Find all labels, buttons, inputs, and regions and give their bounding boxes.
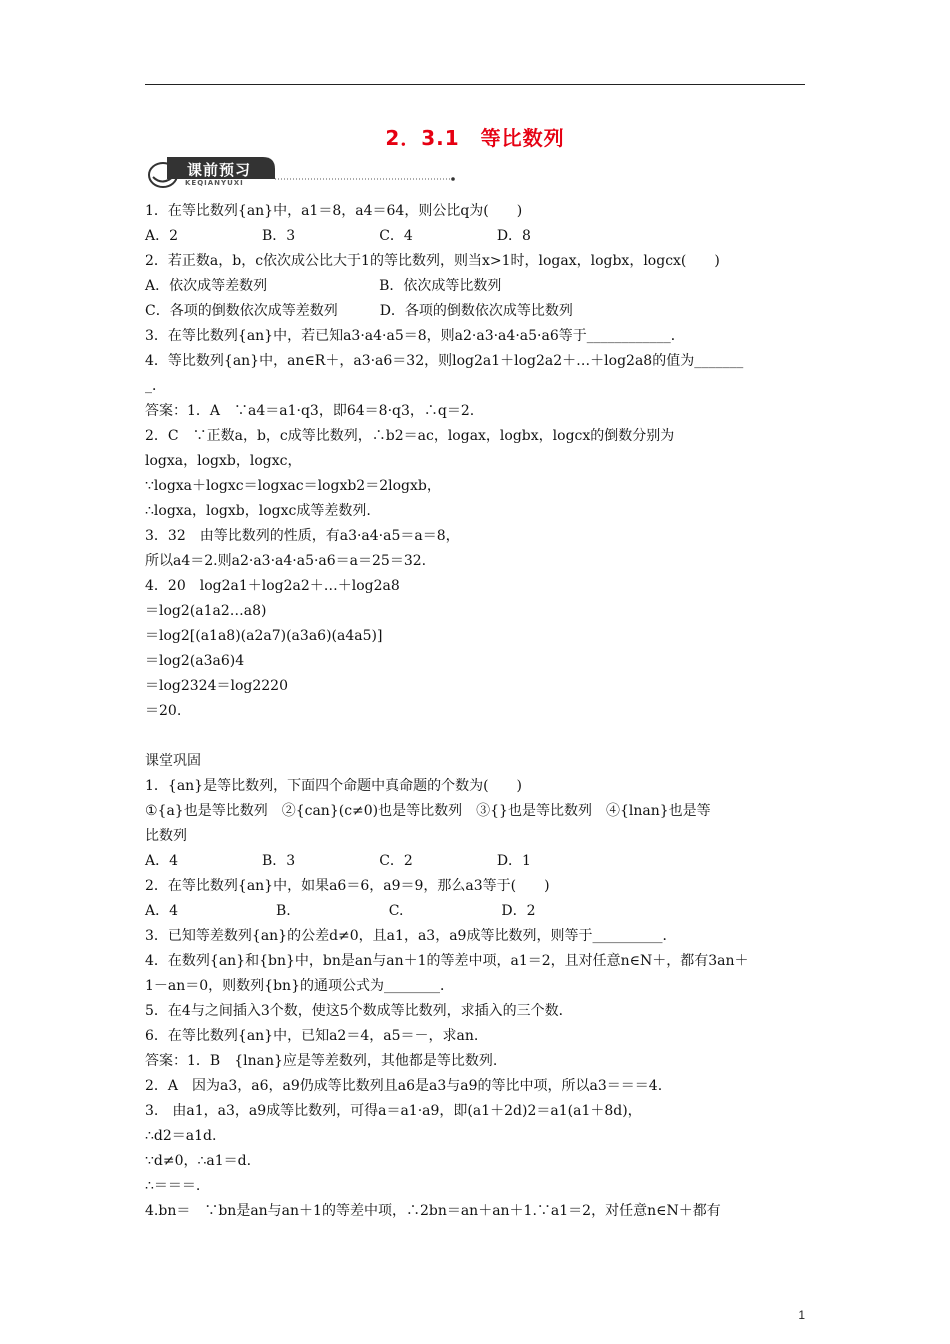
blank-line (145, 724, 807, 749)
text-line: ∴logxa，logxb，logxc成等差数列. (145, 503, 371, 519)
text-line: ∴d2＝a1d. (145, 1128, 217, 1144)
text-line: 3．32 由等比数列的性质，有a3·a4·a5＝a＝8， (145, 528, 460, 544)
text-line: 3．已知等差数列{an}的公差d≠0，且a1，a3，a9成等比数列，则等于__________． (145, 928, 677, 944)
text-line: ∵logxa＋logxc＝logxac＝logxb2＝2logxb， (145, 478, 441, 494)
text-line: 答案：1．B {lnan}应是等差数列，其他都是等比数列. (145, 1053, 498, 1069)
page-number: 1 (798, 1308, 805, 1322)
text-line: 2．A 因为a3，a6，a9仍成等比数列且a6是a3与a9的等比中项，所以a3＝＝＝4. (145, 1078, 663, 1094)
text-line: 4.bn＝ ∵bn是an与an＋1的等差中项，∴2bn＝an＋an＋1.∵a1＝2，对任意n∈N＋都有 (145, 1203, 721, 1219)
text-line: 4．等比数列{an}中，an∈R＋，a3·a6＝32，则log2a1＋log2a2＋…＋log2a8的值为_______ (145, 353, 744, 369)
badge-label: 课前预习 (187, 161, 252, 179)
text-line: 2．在等比数列{an}中，如果a6＝6，a9＝9，那么a3等于( ) (145, 878, 550, 894)
text-line: 3．在等比数列{an}中，若已知a3·a4·a5＝8，则a2·a3·a4·a5·a6等于____________． (145, 328, 685, 344)
text-line: logxa，logxb，logxc， (145, 453, 302, 469)
text-line: C．各项的倒数依次成等差数列 D．各项的倒数依次成等比数列 (145, 303, 573, 319)
text-line: 2．C ∵正数a，b，c成等比数列，∴b2＝ac，logax，logbx，logcx的倒数分别为 (145, 428, 675, 444)
text-line: 2．若正数a，b，c依次成公比大于1的等比数列，则当x>1时，logax，logbx，logcx( ) (145, 253, 720, 269)
text-line: A．2 B．3 C．4 D．8 (145, 228, 531, 244)
text-line: 1．在等比数列{an}中，a1＝8，a4＝64，则公比q为( ) (145, 203, 523, 219)
badge-sub: KEQIANYUXI (185, 179, 244, 187)
text-line: A．4 B. C. D．2 (145, 903, 536, 919)
top-rule (145, 84, 805, 85)
document-body (145, 199, 807, 1224)
text-line: A．4 B．3 C．2 D．1 (145, 853, 531, 869)
text-line: 6．在等比数列{an}中，已知a2＝4，a5＝－，求an. (145, 1028, 479, 1044)
text-line: 5．在4与之间插入3个数，使这5个数成等比数列，求插入的三个数． (145, 1003, 573, 1019)
text-line: 4．20 log2a1＋log2a2＋…＋log2a8 (145, 578, 400, 594)
text-line: 1．{an}是等比数列，下面四个命题中真命题的个数为( ) (145, 778, 523, 794)
text-line: ∴＝＝＝. (145, 1178, 201, 1194)
text-line: 4．在数列{an}和{bn}中，bn是an与an＋1的等差中项，a1＝2，且对任意n∈N＋，都有3an＋ (145, 953, 749, 969)
text-line: A．依次成等差数列 B．依次成等比数列 (145, 278, 502, 294)
text-line: ＝log2324＝log2220 (145, 678, 288, 694)
text-line: 答案：1．A ∵a4＝a1·q3，即64＝8·q3，∴q＝2. (145, 403, 475, 419)
text-line: ①{a}也是等比数列 ②{can}(c≠0)也是等比数列 ③{}也是等比数列 ④{lnan}也是等 (145, 803, 711, 819)
text-line: 所以a4＝2.则a2·a3·a4·a5·a6＝a＝25＝32. (145, 553, 427, 569)
text-line: 3. 由a1，a3，a9成等比数列，可得a＝a1·a9，即(a1＋2d)2＝a1(a1＋8d)， (145, 1103, 642, 1119)
section-heading: 课堂巩固 (145, 753, 201, 769)
text-line: _． (145, 378, 166, 394)
text-line: ＝20. (145, 703, 182, 719)
section-badge (145, 153, 455, 193)
text-line: ＝log2[(a1a8)(a2a7)(a3a6)(a4a5)] (145, 628, 383, 644)
text-line: ∵d≠0，∴a1＝d. (145, 1153, 252, 1169)
page-title: 2．3.1 等比数列 (385, 126, 565, 150)
text-line: ＝log2(a1a2…a8) (145, 603, 267, 619)
text-line: ＝log2(a3a6)4 (145, 653, 245, 669)
text-line: 1－an＝0，则数列{bn}的通项公式为________． (145, 978, 454, 994)
text-line: 比数列 (145, 828, 187, 844)
